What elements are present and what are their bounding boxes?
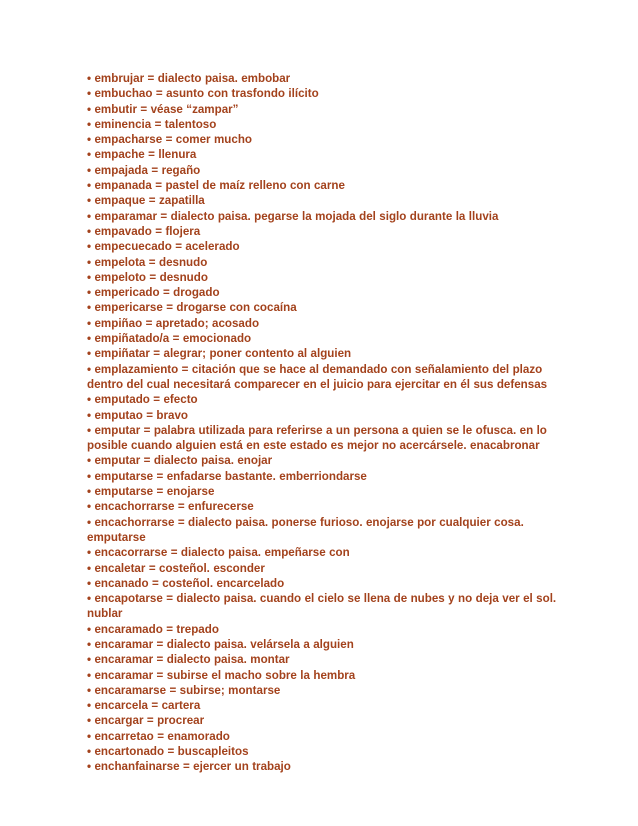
glossary-entry: • encachorrarse = dialecto paisa. ponerse furioso. enojarse por cualquier cosa. emputarse — [87, 515, 524, 544]
glossary-entry: • empelota = desnudo — [87, 255, 208, 269]
glossary-entry: • encargar = procrear — [87, 714, 205, 728]
glossary-entry: • emputao = bravo — [87, 408, 188, 422]
glossary-entry: • emputar = dialecto paisa. enojar — [87, 454, 273, 468]
glossary-entry: • empiñao = apretado; acosado — [87, 316, 260, 330]
glossary-entry: • encanado = costeñol. encarcelado — [87, 576, 285, 590]
glossary-entry: • encaletar = costeñol. esconder — [87, 561, 265, 575]
glossary-entry: • empavado = flojera — [87, 224, 201, 238]
glossary-entry: • emputarse = enfadarse bastante. emberriondarse — [87, 469, 367, 483]
glossary-entry: • embrujar = dialecto paisa. embobar — [87, 72, 291, 85]
glossary-entry: • empiñatado/a = emocionado — [87, 332, 252, 346]
glossary-entry: • encaramado = trepado — [87, 622, 219, 636]
glossary-entry: • encaramar = dialecto paisa. velársela a alguien — [87, 637, 354, 651]
glossary-entry: • emparamar = dialecto paisa. pegarse la mojada del siglo durante la lluvia — [87, 209, 499, 223]
glossary-entry: • empacharse = comer mucho — [87, 133, 252, 147]
glossary-entry: • encachorrarse = enfurecerse — [87, 500, 254, 514]
glossary-entry: • encacorrarse = dialecto paisa. empeñarse con — [87, 546, 350, 560]
glossary-entry: • emplazamiento = citación que se hace al demandado con señalamiento del plazo dentro del cual necesitará comparecer en el juicio para ejercitar en él sus defensas — [87, 362, 548, 391]
glossary-entry: • embuchao = asunto con trasfondo ilícito — [87, 87, 319, 101]
glossary-entry: • encaramarse = subirse; montarse — [87, 683, 281, 697]
glossary-entry: • empache = llenura — [87, 148, 197, 162]
glossary-entry: • empeloto = desnudo — [87, 270, 208, 284]
glossary-entry: • empajada = regaño — [87, 163, 201, 177]
glossary-entry: • emputarse = enojarse — [87, 485, 215, 499]
glossary-entry: • encarcela = cartera — [87, 699, 201, 713]
glossary-list — [87, 71, 557, 775]
glossary-entry: • emputar = palabra utilizada para referirse a un persona a quien se le ofusca. en lo posible cuando alguien está en este estado es mejor no acercársele. enacabronar — [87, 423, 547, 453]
glossary-entry: • eminencia = talentoso — [87, 117, 217, 131]
glossary-entry: • empiñatar = alegrar; poner contento al alguien — [87, 347, 352, 361]
glossary-entry: • empecuecado = acelerado — [87, 240, 240, 254]
glossary-entry: • embutir = véase “zampar” — [87, 102, 239, 116]
glossary-entry: • enchanfainarse = ejercer un trabajo — [87, 760, 291, 774]
glossary-entry: • empaque = zapatilla — [87, 194, 205, 208]
glossary-entry: • encaramar = dialecto paisa. montar — [87, 653, 290, 667]
glossary-entry: • encapotarse = dialecto paisa. cuando el cielo se llena de nubes y no deja ver el sol. nublar — [87, 592, 557, 621]
glossary-entry: • empanada = pastel de maíz relleno con carne — [87, 179, 345, 193]
glossary-entry: • encaramar = subirse el macho sobre la hembra — [87, 668, 356, 682]
glossary-entry: • empericado = drogado — [87, 286, 220, 300]
glossary-entry: • encartonado = buscapleitos — [87, 745, 249, 759]
glossary-entry: • encarretao = enamorado — [87, 729, 230, 743]
glossary-entry: • empericarse = drogarse con cocaína — [87, 301, 297, 315]
glossary-entry: • emputado = efecto — [87, 393, 198, 407]
document-page — [87, 71, 557, 775]
